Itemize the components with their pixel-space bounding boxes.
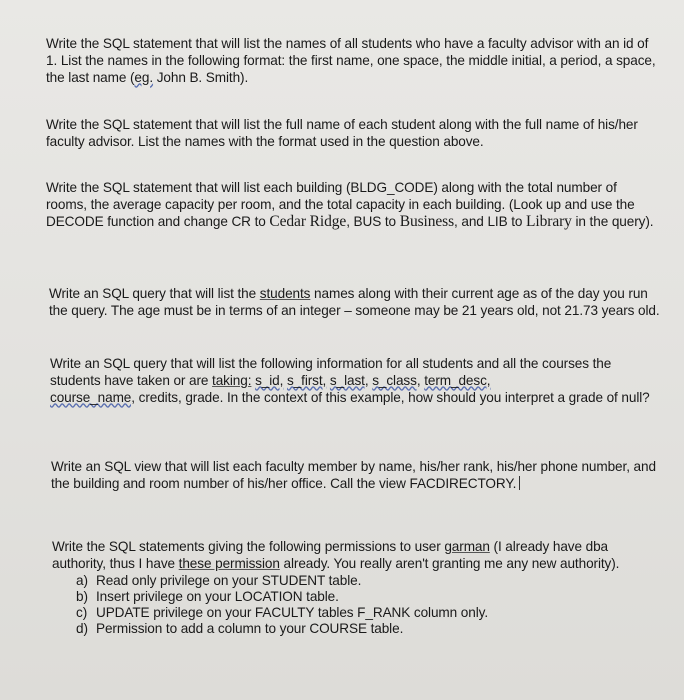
- question-4: [49, 286, 661, 320]
- permission-item: a) Read only privilege on your STUDENT table.: [76, 572, 362, 588]
- these-permission-phrase: these permission: [178, 555, 280, 571]
- question-7: [52, 539, 664, 637]
- eg-abbrev: eg.: [134, 69, 154, 85]
- field-s-last: s_last,: [329, 372, 369, 388]
- students-word: students: [259, 286, 311, 301]
- permissions-list: [52, 573, 664, 638]
- garman-username: garman: [444, 539, 490, 554]
- business-text: Business: [399, 212, 455, 230]
- permission-item: d) Permission to add a column to your COURSE table.: [76, 621, 404, 637]
- text-cursor: [519, 476, 520, 490]
- question-6-text: Write an SQL view that will list each faculty member by name, his/her rank, his/her phone number, and the building and room number of his/her office. Call the view FACDIRECTORY.: [51, 459, 656, 491]
- field-s-class: s_class,: [372, 372, 421, 388]
- permission-item: c) UPDATE privilege on your FACULTY tables F_RANK column only.: [76, 605, 488, 620]
- question-3-text: Write the SQL statement that will list each building (BLDG_CODE) along with the total number of rooms, the average capacity per room, and the total capacity in each building. (Look up and use the DECODE function and change CR to Cedar Ridge, BUS to Business, and LIB to Library in the query).: [46, 180, 654, 230]
- question-1-text: Write the SQL statement that will list the names of all students who have a faculty advisor with an id of 1. List the names in the following format: the first name, one space, the middle initial, a period, a space, the last name (eg. John B. Smith).: [46, 36, 656, 85]
- field-course-name: course_name,: [50, 389, 135, 405]
- field-term-desc: term_desc,: [424, 372, 491, 388]
- permission-item: b) Insert privilege on your LOCATION table.: [76, 588, 339, 604]
- question-5: [50, 356, 662, 406]
- question-2-text: Write the SQL statement that will list the full name of each student along with the full name of his/her faculty advisor. List the names with the format used in the question above.: [46, 117, 638, 149]
- question-3: [46, 180, 658, 230]
- library-text: Library: [526, 212, 572, 230]
- question-7-text: Write the SQL statements giving the following permissions to user garman (I already have dba authority, thus I have these permission already. You really aren't granting me any new authority).: [52, 539, 620, 571]
- cedar-ridge-text: Cedar Ridge: [269, 212, 347, 230]
- question-4-text: Write an SQL query that will list the students names along with their current age as of the day you run the query. The age must be in terms of an integer – someone may be 21 years old, not 21.73 years old.: [49, 286, 660, 318]
- question-2: [46, 117, 658, 151]
- question-6: [51, 459, 663, 493]
- taking-word: taking:: [212, 372, 252, 388]
- question-5-text: Write an SQL query that will list the following information for all students and all the courses the students have taken or are taking: s_id, s_first, s_last, s_class, term_desc, course_name, credits, grade. In the context of this example, how should you interpret a grade of null?: [50, 356, 650, 405]
- field-s-id: s_id,: [255, 372, 284, 388]
- field-s-first: s_first,: [287, 372, 327, 388]
- question-1: [46, 36, 658, 86]
